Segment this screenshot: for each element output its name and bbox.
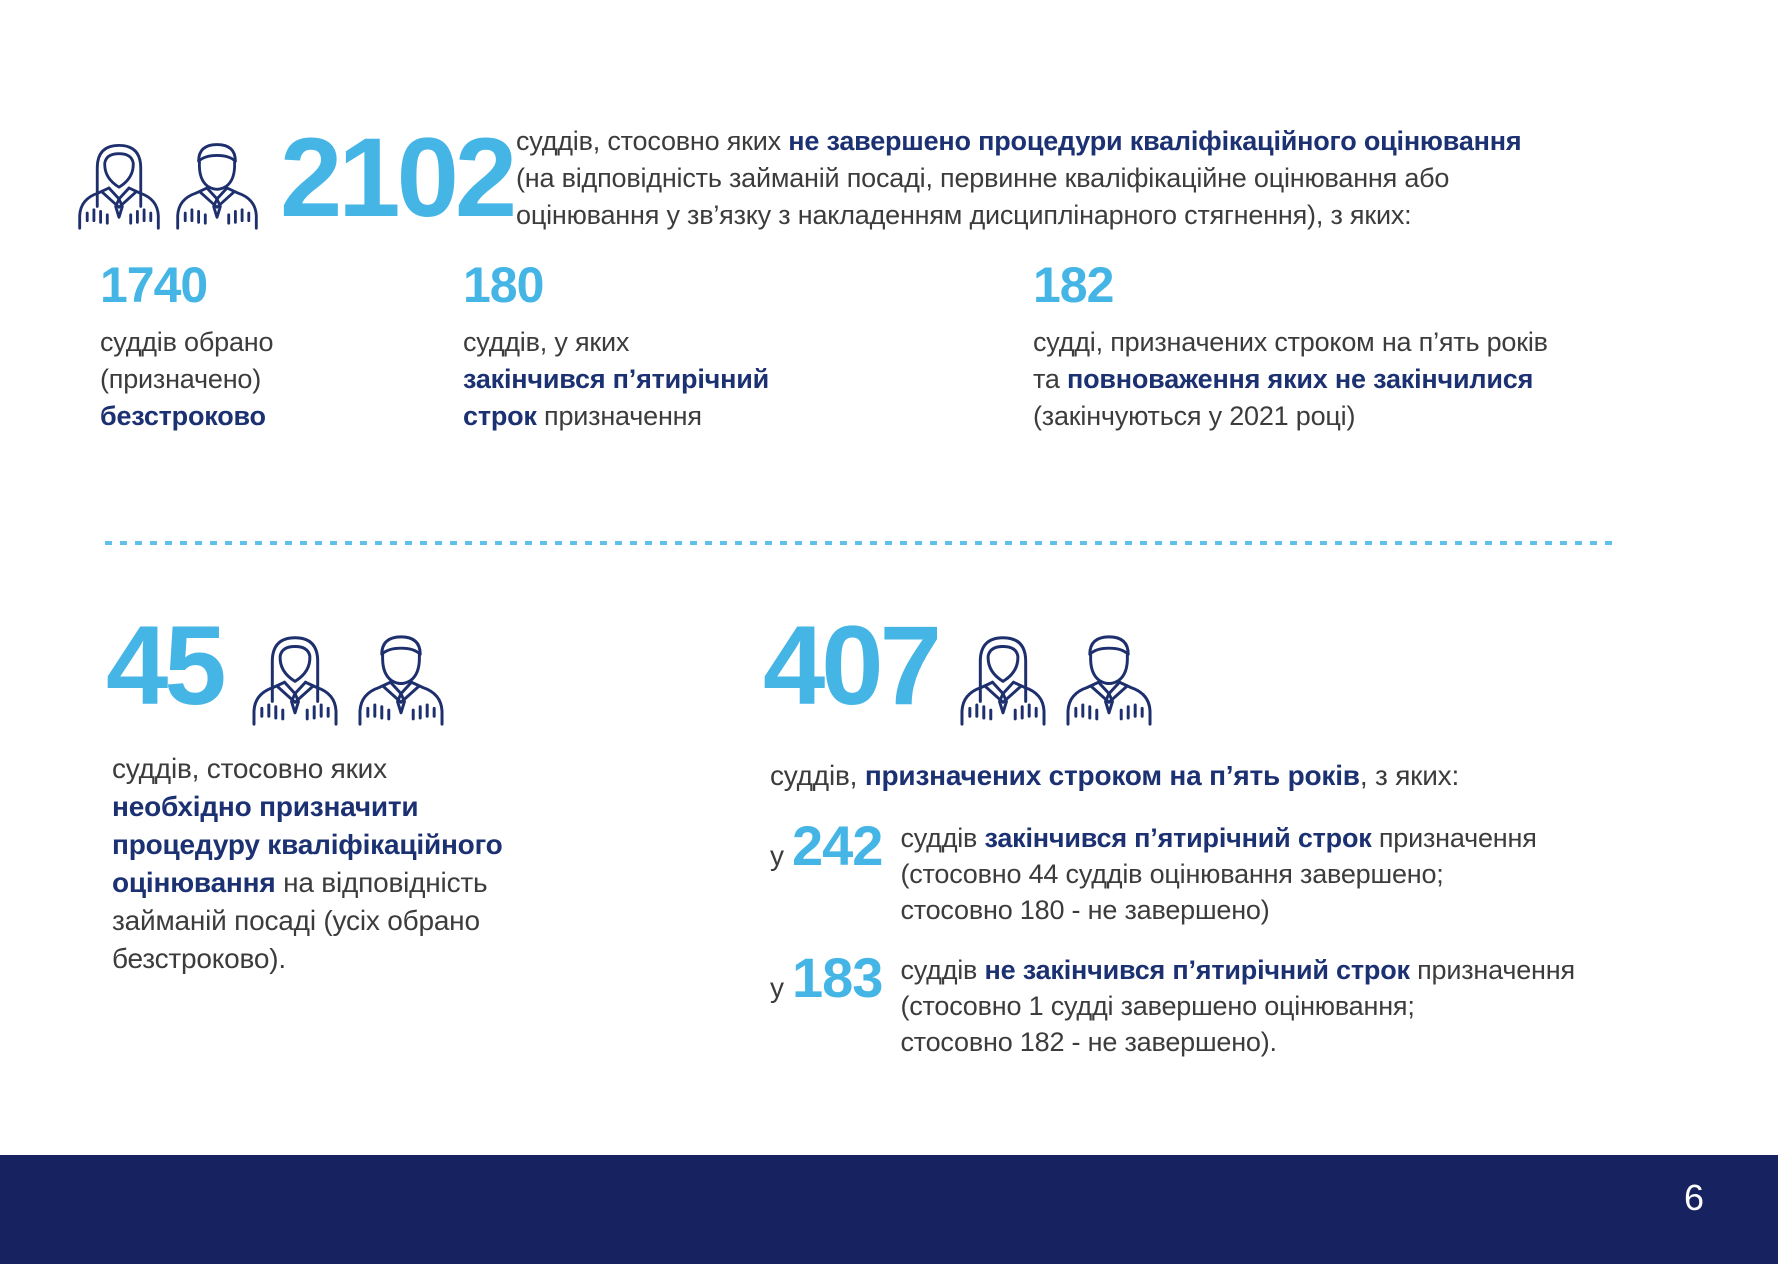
stat-180-line3-bold: строк	[463, 401, 537, 431]
block407-item-183-line1	[900, 952, 1574, 988]
block407-item-242-numgroup	[770, 814, 883, 877]
stat-1740-line3: безстроково	[100, 401, 266, 431]
block407-item-183	[770, 946, 1575, 1060]
block407-item-242	[770, 814, 1537, 928]
block407-item-242-text	[900, 820, 1536, 928]
block407-item-242-line1-bold: закінчився п’ятирічний строк	[984, 823, 1372, 853]
stat-180-line3-rest: призначення	[536, 401, 702, 431]
block407-item-183-line1-bold: не закінчився п’ятирічний строк	[984, 955, 1410, 985]
stat-182	[1033, 257, 1548, 435]
female-judge-icon	[247, 622, 343, 732]
stat-180	[463, 257, 770, 435]
hero-description	[516, 123, 1736, 234]
dashed-divider	[105, 541, 1612, 545]
block407-number: 407	[763, 603, 938, 728]
stat-1740-line1: суддів обрано	[100, 327, 274, 357]
block45-line3: процедуру кваліфікаційного	[112, 829, 503, 860]
block407-intro-bold: призначених строком на п’ять років	[864, 760, 1360, 791]
stat-1740-line2: (призначено)	[100, 364, 262, 394]
block45-line4	[112, 864, 503, 902]
female-judge-icon	[73, 130, 165, 236]
stat-1740-text	[100, 324, 273, 435]
hero-line1-bold: не завершено процедури кваліфікаційного оцінювання	[788, 126, 1522, 156]
stat-182-text	[1033, 324, 1548, 435]
block45-text	[112, 750, 503, 978]
block45-line5: займаній посаді (усіх обрано	[112, 905, 480, 936]
stat-1740-number: 1740	[100, 257, 208, 313]
block407-item-183-line1-prefix: суддів	[900, 955, 985, 985]
block407-item-242-line1-prefix: суддів	[900, 823, 985, 853]
stat-182-line2	[1033, 361, 1548, 398]
hero-line3: оцінювання у зв’язку з накладенням дисциплінарного стягнення), з яких:	[516, 200, 1412, 230]
stat-182-number: 182	[1033, 257, 1114, 313]
stat-180-line1: суддів, у яких	[463, 327, 630, 357]
block407-item-183-number: 183	[792, 946, 883, 1009]
block407-item-242-number: 242	[792, 814, 883, 877]
block45-line4-bold: оцінювання	[112, 867, 276, 898]
block407-item-242-prefix: у	[770, 840, 784, 871]
block407-judges-icons	[955, 622, 1157, 732]
male-judge-icon	[353, 622, 449, 732]
hero-line2: (на відповідність займаній посаді, первинне кваліфікаційне оцінювання або	[516, 163, 1450, 193]
block407-item-242-line1	[900, 820, 1536, 856]
block407-item-242-line1-suffix: призначення	[1371, 823, 1537, 853]
stat-182-line1: судді, призначених строком на п’ять років	[1033, 327, 1548, 357]
block407-item-183-text	[900, 952, 1574, 1060]
block45-judges-icons	[247, 622, 449, 732]
block45-line2: необхідно призначити	[112, 791, 419, 822]
stat-1740	[100, 257, 274, 435]
stat-180-line2: закінчився п’ятирічний	[463, 364, 770, 394]
male-judge-icon	[1061, 622, 1157, 732]
block407-item-183-line1-suffix: призначення	[1409, 955, 1575, 985]
hero-line1-prefix: суддів, стосовно яких	[516, 126, 789, 156]
stat-180-number: 180	[463, 257, 544, 313]
footer-bar	[0, 1155, 1778, 1264]
page-number: 6	[1683, 1177, 1704, 1218]
stat-182-line2-prefix: та	[1033, 364, 1067, 394]
stat-182-line3: (закінчуються у 2021 році)	[1033, 401, 1356, 431]
hero-judges-icons	[73, 130, 263, 236]
block45-line4-rest: на відповідність	[275, 867, 488, 898]
stat-180-text	[463, 324, 769, 435]
block45-line1: суддів, стосовно яких	[112, 753, 387, 784]
stat-180-line3	[463, 398, 769, 435]
block407-item-242-line2: (стосовно 44 суддів оцінювання завершено;	[900, 859, 1444, 889]
male-judge-icon	[171, 130, 263, 236]
block407-intro-prefix: суддів,	[770, 760, 865, 791]
stat-182-line2-bold: повноваження яких не закінчилися	[1066, 364, 1534, 394]
block407-intro	[770, 757, 1459, 795]
block407-item-183-line3: стосовно 182 - не завершено).	[900, 1027, 1277, 1057]
block407-item-242-line3: стосовно 180 - не завершено)	[900, 895, 1270, 925]
hero-line1	[516, 123, 1736, 160]
block407-item-183-line2: (стосовно 1 судді завершено оцінювання;	[900, 991, 1415, 1021]
female-judge-icon	[955, 622, 1051, 732]
block407-item-183-numgroup	[770, 946, 883, 1009]
block407-item-183-prefix: у	[770, 972, 784, 1003]
block45-line6: безстроково).	[112, 943, 286, 974]
block407-intro-line	[770, 757, 1459, 795]
hero-number: 2102	[280, 115, 514, 240]
block45-number: 45	[106, 603, 223, 728]
block407-intro-suffix: , з яких:	[1359, 760, 1460, 791]
